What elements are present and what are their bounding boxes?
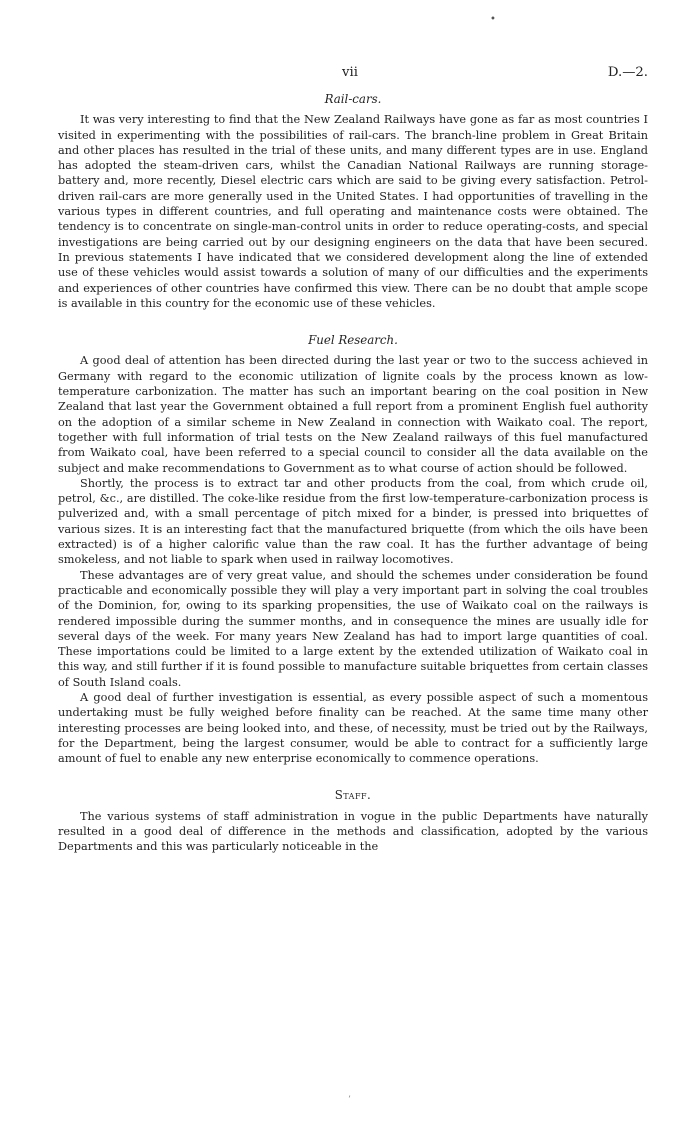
paragraph: The various systems of staff administration in vogue in the public Departments have naturally resulted in a good deal of difference in the methods and classification, adopted by the various Departments and this was particularly noticeable in the bbox=[58, 809, 648, 854]
paragraph: It was very interesting to find that the New Zealand Railways have gone as far as most countries I visited in experimenting with the possibilities of rail-cars. The branch-line problem in Great Britain and other places has resulted in the trial of these units, and many different types are in use. England has adopted the steam-driven cars, whilst the Canadian National Railways are running storage-battery and, more recently, Diesel electric cars which are said to be giving every satisfaction. Petrol-driven rail-cars are more generally used in the United States. I had opportunities of travelling in the various types in different countries, and full operating and maintenance costs were obtained. The tendency is to concentrate on single-man-control units in order to reduce operating-costs, and special investigations are being carried out by our designing engineers on the data that have been secured. In previous statements I have indicated that we considered development along the line of extended use of these vehicles would assist towards a solution of many of our difficulties and the experiments and experiences of other countries have confirmed this view. There can be no doubt that ample scope is available in this country for the economic use of these vehicles. bbox=[58, 113, 648, 310]
page-content bbox=[58, 92, 648, 855]
section-title-rail-cars: Rail-cars. bbox=[324, 92, 382, 106]
page-number: vii bbox=[342, 65, 358, 80]
paragraph: A good deal of further investigation is essential, as every possible aspect of such a momentous undertaking must be fully weighed before finality can be reached. At the same time many other interesting processes are being looked into, and these, of necessity, must be tried out by the Railways, for the Department, being the largest consumer, would be able to contract for a sufficiently large amount of fuel to enable any new enterprise economically to commence operations. bbox=[58, 690, 648, 766]
paragraph: Shortly, the process is to extract tar and other products from the coal, from which crude oil, petrol, &c., are distilled. The coke-like residue from the first low-temperature-carbonization process is pulverized and, with a small percentage of pitch mixed for a binder, is pressed into briquettes of various sizes. It is an interesting fact that the manufactured briquette (from which the oils have been extracted) is of a higher calorific value than the raw coal. It has the further advantage of being smokeless, and not liable to spark when used in railway locomotives. bbox=[58, 476, 648, 567]
page-header bbox=[0, 62, 700, 84]
paragraph: A good deal of attention has been directed during the last year or two to the success achieved in Germany with regard to the economic utilization of lignite coals by the process known as low-temperature carbonization. The matter has such an important bearing on the coal position in New Zealand that last year the Government obtained a full report from a prominent English fuel authority on the adoption of a similar scheme in New Zealand in connection with Waikato coal. The report, together with full information of trial tests on the New Zealand railways of this fuel manufactured from Waikato coal, have been referred to a special council to consider all the data available on the subject and make recommendations to Government as to what course of action should be followed. bbox=[58, 354, 648, 475]
section-title-staff: Staff. bbox=[334, 788, 372, 803]
section-title-fuel-research: Fuel Research. bbox=[308, 333, 398, 348]
document-reference: D.—2. bbox=[607, 65, 648, 80]
ink-mark: • bbox=[490, 14, 496, 25]
ink-mark: ʼ bbox=[348, 1095, 351, 1104]
paragraph: These advantages are of very great value, and should the schemes under consideration be found practicable and economically possible they will play a very important part in solving the coal troubles of the Dominion, for, owing to its sparking propensities, the use of Waikato coal on the railways is rendered impossible during the summer months, and in consequence the mines are usually idle for several days of the week. For many years New Zealand has had to import large quantities of coal. These importations could be limited to a large extent by the extended utilization of Waikato coal in this way, and still further if it is found possible to manufacture suitable briquettes from certain classes of South Island coals. bbox=[58, 568, 648, 689]
